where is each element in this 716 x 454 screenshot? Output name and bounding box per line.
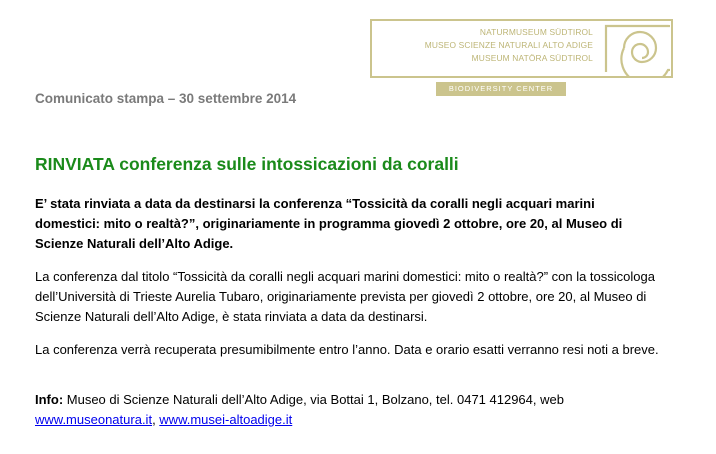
lead-line: Scienze Naturali dell’Alto Adige. — [35, 236, 234, 251]
body-line: dell’Università di Trieste Aurelia Tubaro, originariamente prevista per giovedì 2 ottobre, ore 20, al Museo di — [35, 289, 647, 304]
body-paragraph-details — [35, 267, 705, 327]
logo-line-ladin: MUSEUM NATÖRA SÜDTIROL — [471, 53, 593, 63]
info-paragraph — [35, 390, 705, 430]
info-label: Info: — [35, 392, 64, 407]
logo-line-german: NATURMUSEUM SÜDTIROL — [479, 27, 593, 37]
logo-line-italian: MUSEO SCIENZE NATURALI ALTO ADIGE — [424, 40, 593, 50]
press-release-dateline: Comunicato stampa – 30 settembre 2014 — [35, 91, 297, 106]
info-text: Museo di Scienze Naturali dell’Alto Adige, via Bottai 1, Bolzano, tel. 0471 412964, web — [63, 392, 564, 407]
spiral-shell-icon — [604, 22, 670, 76]
logo-text — [425, 26, 593, 65]
body-line: La conferenza dal titolo “Tossicità da coralli negli acquari marini domestici: mito o realtà?” con la tossicologa — [35, 269, 655, 284]
logo-tagline: BIODIVERSITY CENTER — [436, 82, 566, 96]
lead-line: E’ stata rinviata a data da destinarsi la conferenza “Tossicità da coralli negli acquari marini — [35, 196, 595, 211]
body-line: Scienze Naturali dell’Alto Adige, è stata rinviata a data da destinarsi. — [35, 309, 428, 324]
page-title: RINVIATA conferenza sulle intossicazioni da coralli — [35, 154, 459, 174]
lead-paragraph — [35, 194, 695, 254]
info-line — [35, 390, 705, 410]
link-separator: , — [152, 412, 160, 427]
info-links — [35, 410, 705, 430]
lead-line: domestici: mito o realtà?”, originariamente in programma giovedì 2 ottobre, ore 20, al Museo di — [35, 216, 623, 231]
museonatura-link[interactable]: www.museonatura.it — [35, 412, 153, 427]
museum-logo — [370, 19, 677, 100]
musei-altoadige-link[interactable]: www.musei-altoadige.it — [159, 412, 293, 427]
body-paragraph-reschedule: La conferenza verrà recuperata presumibilmente entro l’anno. Data e orario esatti verranno resi noti a breve. — [35, 342, 659, 357]
